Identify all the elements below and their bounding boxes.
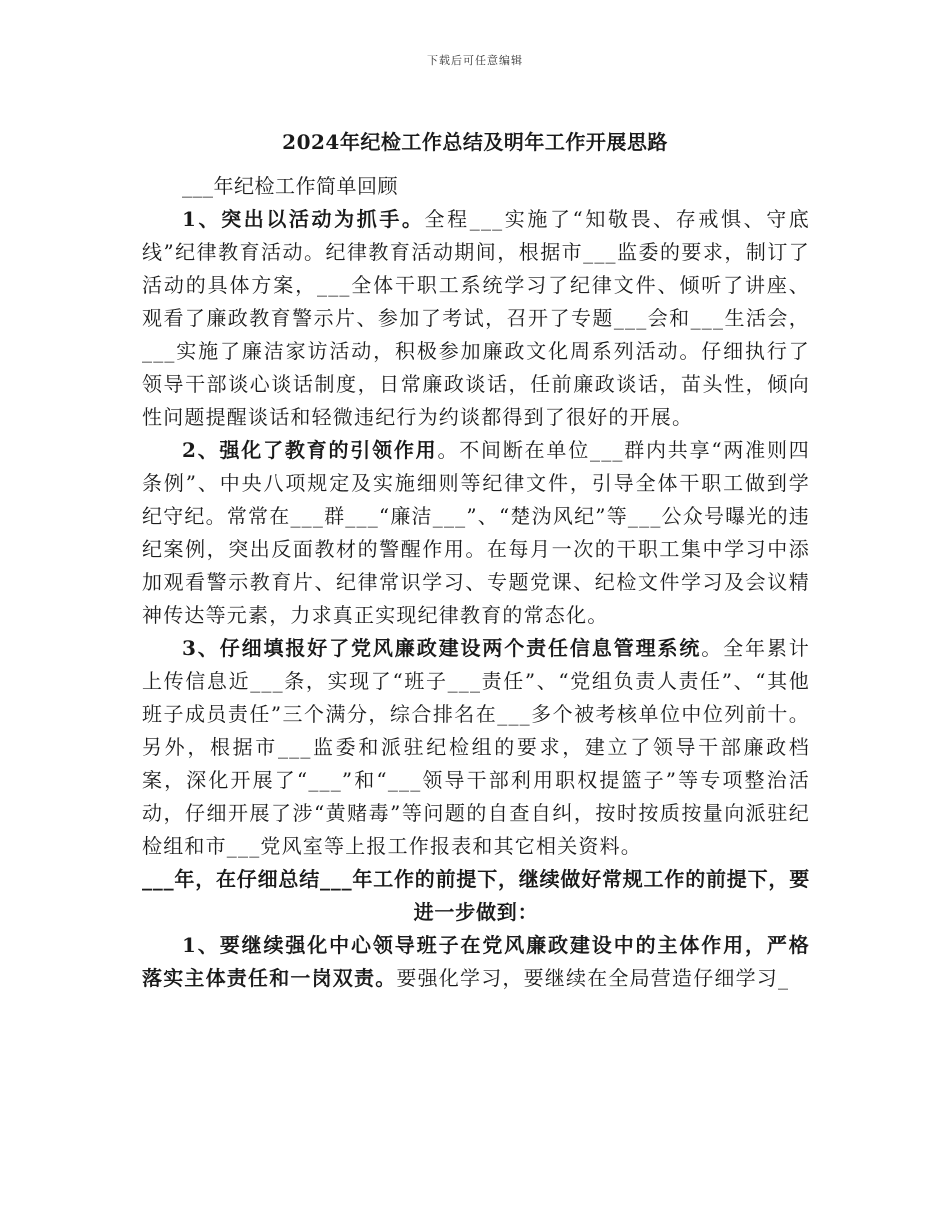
- section-2-paragraph: [142, 434, 810, 632]
- plan-item-1-heading: 1、要继续强化中心领导班子在党风廉政建设中的主体作用，严格落实主体责任和一岗双责。: [142, 933, 810, 990]
- section-2-text: 。不间断在单位___群内共享“两准则四条例”、中央八项规定及实施细则等纪律文件，引导全体干职工做到学纪守纪。常常在___群___“廉洁___”、“楚沩风纪”等___公众号曝光的违纪案例，突出反面教材的警醒作用。在每月一次的干职工集中学习中添加观看警示教育片、纪律常识学习、专题党课、纪检文件学习及会议精神传达等元素，力求真正实现纪律教育的常态化。: [142, 438, 810, 627]
- plan-heading: ___年，在仔细总结___年工作的前提下，继续做好常规工作的前提下，要进一步做到：: [142, 867, 810, 924]
- document-title: 2024年纪检工作总结及明年工作开展思路: [282, 130, 668, 154]
- section-1-paragraph: [142, 203, 810, 434]
- section-3-paragraph: [142, 632, 810, 863]
- section-2-heading: 2、强化了教育的引领作用: [182, 438, 438, 462]
- plan-item-1-paragraph: [142, 929, 810, 995]
- intro-line: ___年纪检工作简单回顾: [182, 174, 398, 198]
- page-header-note: 下载后可任意编辑: [427, 54, 523, 67]
- plan-item-1-text: 要强化学习，要继续在全局营造仔细学习_: [396, 966, 790, 990]
- section-1-text: 全程___实施了“知敬畏、存戒惧、守底线”纪律教育活动。纪律教育活动期间，根据市___监委的要求，制订了活动的具体方案，___全体干职工系统学习了纪律文件、倾听了讲座、观看了廉政教育警示片、参加了考试，召开了专题___会和___生活会，___实施了廉洁家访活动，积极参加廉政文化周系列活动。仔细执行了领导干部谈心谈话制度，日常廉政谈话，任前廉政谈话，苗头性，倾向性问题提醒谈话和轻微违纪行为约谈都得到了很好的开展。: [142, 207, 810, 429]
- section-3-heading: 3、仔细填报好了党风廉政建设两个责任信息管理系统: [182, 636, 702, 660]
- document-body: [142, 170, 810, 995]
- section-1-heading: 1、突出以活动为抓手。: [182, 207, 425, 231]
- section-3-text: 。全年累计上传信息近___条，实现了“班子___责任”、“党组负责人责任”、“其他班子成员责任”三个满分，综合排名在___多个被考核单位中位列前十。另外，根据市___监委和派驻纪检组的要求，建立了领导干部廉政档案，深化开展了“___”和“___领导干部利用职权提篮子”等专项整治活动，仔细开展了涉“黄赌毒”等问题的自查自纠，按时按质按量向派驻纪检组和市___党风室等上报工作报表和其它相关资料。: [142, 636, 811, 858]
